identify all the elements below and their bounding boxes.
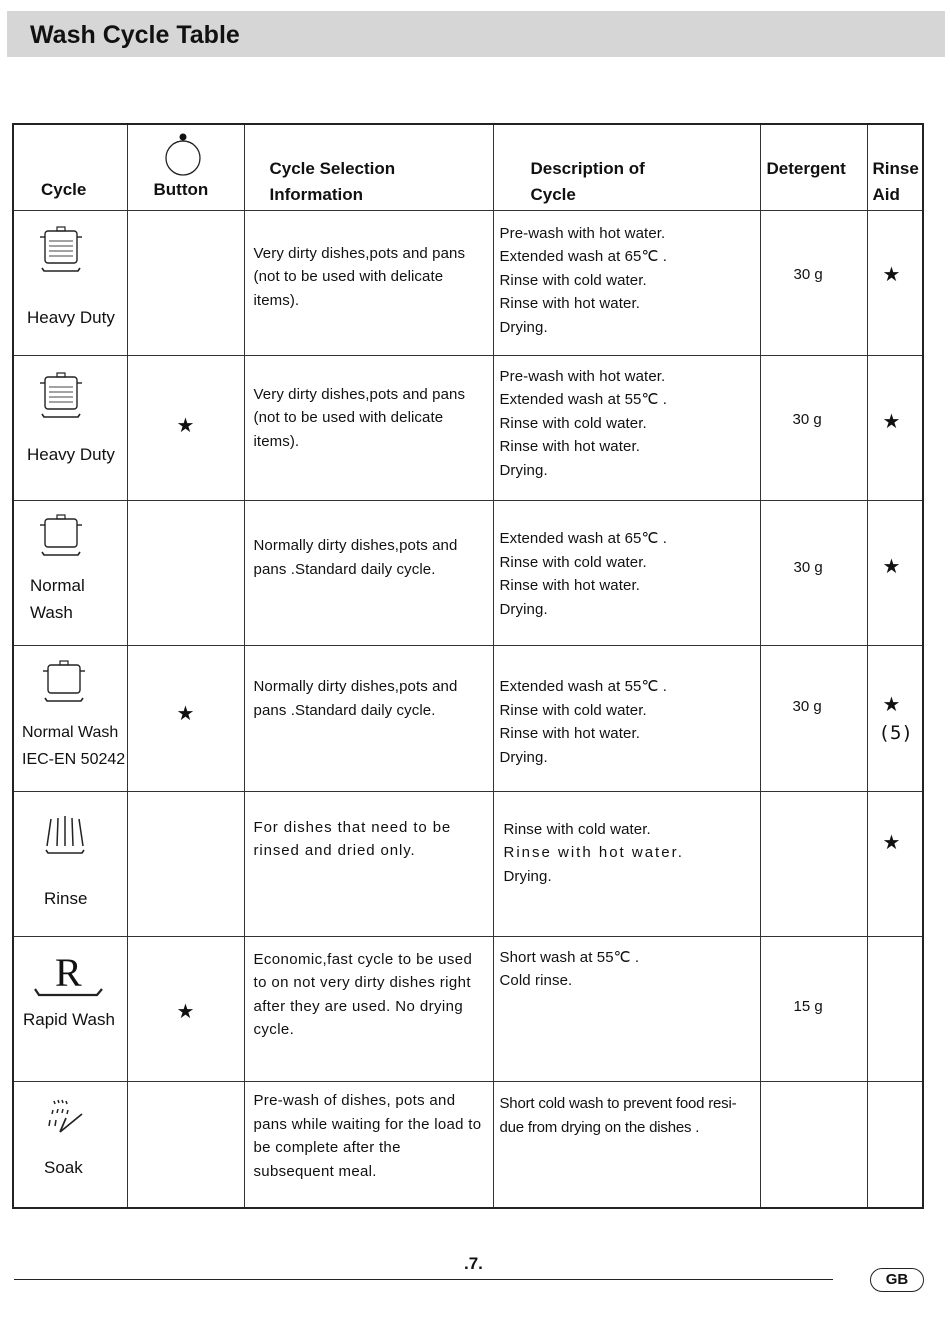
description-line: Drying.	[499, 748, 548, 766]
rinse-aid-star-icon: ★	[882, 831, 901, 854]
selection-text: Normally dirty dishes,pots and pans .Standard daily cycle.	[253, 678, 458, 719]
pot-normal-icon	[39, 513, 83, 564]
detergent-amount: 30 g	[793, 265, 823, 283]
description-line: Rinse with hot water.	[499, 438, 640, 456]
description-line: Rinse with cold water.	[503, 820, 651, 838]
table-row	[13, 1082, 923, 1208]
table-row	[13, 501, 923, 646]
pot-normal-icon	[42, 659, 86, 710]
rinse-aid-star-icon: ★	[882, 556, 901, 579]
rapid-r-letter: R	[55, 949, 82, 995]
description-line: Cold rinse.	[499, 972, 573, 990]
description-line: Drying.	[499, 318, 548, 336]
header-description-l1: Description of	[530, 159, 645, 178]
button-cell	[127, 355, 244, 500]
header-detergent-label: Detergent	[766, 159, 846, 178]
header-description-l2: Cycle	[530, 185, 576, 204]
cycle-cell	[13, 936, 127, 1081]
header-rinse-aid	[867, 124, 923, 210]
description-line: Extended wash at 55℃ .	[499, 391, 667, 409]
description-cell	[493, 646, 760, 791]
cycle-cell	[13, 791, 127, 936]
description-cell	[493, 501, 760, 646]
header-selection-l1: Cycle Selection	[269, 159, 396, 178]
cycle-cell	[13, 501, 127, 646]
language-badge: GB	[870, 1268, 924, 1292]
button-cell	[127, 646, 244, 791]
selection-text: Very dirty dishes,pots and pans (not to be used with delicate items).	[253, 244, 466, 309]
cycle-name: Heavy Duty	[27, 444, 115, 464]
description-line: Rinse with hot water.	[499, 577, 640, 595]
header-selection-l2: Information	[269, 185, 363, 204]
description-list	[494, 222, 760, 340]
detergent-amount: 30 g	[792, 698, 822, 716]
description-line: Short wash at 55℃ .	[499, 948, 640, 966]
selection-cell	[244, 210, 493, 355]
button-cell	[127, 936, 244, 1081]
button-cell	[127, 210, 244, 355]
header-rinse-l2: Aid	[872, 185, 900, 204]
rinse-aid-star-icon: ★	[882, 263, 901, 286]
cycle-name: Rapid Wash	[23, 1009, 115, 1029]
button-cell	[127, 1082, 244, 1208]
header-rinse-l1: Rinse	[872, 159, 919, 178]
description-list	[494, 675, 760, 769]
title-bar	[7, 11, 945, 57]
description-line: Rinse with cold water.	[499, 701, 647, 719]
cycle-standard: IEC-EN 50242	[22, 751, 126, 769]
rinse-aid-cell	[867, 210, 923, 355]
header-button-label: Button	[153, 180, 209, 199]
cycle-cell	[13, 355, 127, 500]
header-row	[13, 124, 923, 210]
cycle-cell	[13, 1082, 127, 1208]
button-knob-icon	[163, 132, 203, 183]
cycle-name: Soak	[44, 1158, 83, 1178]
detergent-cell	[760, 210, 867, 355]
pot-heavy-icon	[39, 225, 83, 280]
rinse-aid-cell	[867, 1082, 923, 1208]
description-list	[494, 365, 760, 483]
selection-cell	[244, 791, 493, 936]
cycle-name: Normal Wash	[22, 724, 119, 742]
selection-cell	[244, 646, 493, 791]
cycle-name: Heavy Duty	[27, 307, 115, 327]
description-line: Extended wash at 55℃ .	[499, 678, 667, 696]
rapid-r-icon	[33, 951, 105, 1003]
table-row	[13, 936, 923, 1081]
button-star-icon: ★	[176, 703, 195, 726]
description-cell	[493, 1082, 760, 1208]
rinse-aid-cell	[867, 791, 923, 936]
rinse-aid-star-icon: ★	[882, 410, 901, 433]
wash-cycle-table	[12, 123, 924, 1209]
description-line: Rinse with hot water.	[499, 725, 640, 743]
selection-cell	[244, 355, 493, 500]
selection-text: Normally dirty dishes,pots and pans .Standard daily cycle.	[253, 537, 458, 578]
header-cycle	[13, 124, 127, 210]
rinse-aid-cell	[867, 936, 923, 1081]
description-line: Extended wash at 65℃ .	[499, 530, 667, 548]
description-line: Pre-wash with hot water.	[499, 367, 666, 385]
button-star-icon: ★	[176, 414, 195, 437]
page-title: Wash Cycle Table	[30, 21, 240, 49]
description-line: Rinse with cold water.	[499, 414, 647, 432]
description-line: due from drying on the dishes .	[499, 1118, 700, 1136]
table-row	[13, 355, 923, 500]
description-line: Rinse with cold water.	[499, 553, 647, 571]
header-selection	[244, 124, 493, 210]
button-star-icon: ★	[176, 1000, 195, 1023]
detergent-cell	[760, 646, 867, 791]
detergent-cell	[760, 355, 867, 500]
description-line: Short cold wash to prevent food resi-	[499, 1095, 737, 1113]
description-list	[494, 527, 760, 621]
selection-cell	[244, 1082, 493, 1208]
description-list	[494, 946, 760, 993]
header-detergent	[760, 124, 867, 210]
rinse-icon	[44, 814, 88, 863]
selection-text: Pre-wash of dishes, pots and pans while waiting for the load to be complete after the subsequent meal.	[253, 1092, 482, 1180]
description-line: Rinse with hot water.	[499, 295, 640, 313]
table-row	[13, 210, 923, 355]
description-line: Extended wash at 65℃ .	[499, 248, 667, 266]
description-list	[494, 1092, 760, 1139]
table-row	[13, 646, 923, 791]
cycle-name: Normal	[30, 576, 85, 596]
description-line: Drying.	[499, 461, 548, 479]
detergent-cell	[760, 1082, 867, 1208]
selection-text: For dishes that need to be rinsed and dried only.	[253, 818, 452, 860]
selection-text: Very dirty dishes,pots and pans (not to be used with delicate items).	[253, 385, 466, 450]
description-line: Rinse with hot water.	[503, 844, 684, 862]
header-description	[493, 124, 760, 210]
description-cell	[493, 791, 760, 936]
detergent-cell	[760, 791, 867, 936]
footer-divider	[14, 1279, 833, 1280]
description-line: Rinse with cold water.	[499, 271, 647, 289]
selection-text: Economic,fast cycle to be used to on not very dirty dishes right after they are used. No drying cycle.	[253, 950, 473, 1039]
header-button	[127, 124, 244, 210]
detergent-amount: 30 g	[792, 410, 822, 428]
rinse-aid-cell	[867, 646, 923, 791]
table-row	[13, 791, 923, 936]
detergent-amount: 30 g	[793, 559, 823, 577]
detergent-cell	[760, 501, 867, 646]
rinse-aid-star-icon: ★	[882, 694, 901, 717]
description-cell	[493, 355, 760, 500]
page-number: .7.	[464, 1254, 483, 1273]
rinse-aid-cell	[867, 501, 923, 646]
cycle-name: Rinse	[44, 888, 88, 908]
button-cell	[127, 501, 244, 646]
description-line: Drying.	[499, 600, 548, 618]
cycle-name-line2: Wash	[30, 603, 73, 623]
detergent-cell	[760, 936, 867, 1081]
soak-icon	[46, 1098, 88, 1145]
rinse-aid-cell	[867, 355, 923, 500]
description-line: Pre-wash with hot water.	[499, 224, 666, 242]
description-cell	[493, 936, 760, 1081]
header-cycle-label: Cycle	[41, 180, 87, 199]
cycle-cell	[13, 646, 127, 791]
detergent-amount: 15 g	[793, 997, 823, 1015]
selection-cell	[244, 936, 493, 1081]
description-line: Drying.	[503, 867, 552, 885]
selection-cell	[244, 501, 493, 646]
button-cell	[127, 791, 244, 936]
cycle-cell	[13, 210, 127, 355]
description-cell	[493, 210, 760, 355]
description-list	[494, 818, 760, 889]
pot-heavy-icon	[39, 371, 83, 426]
rinse-aid-note: (5)	[878, 722, 913, 745]
